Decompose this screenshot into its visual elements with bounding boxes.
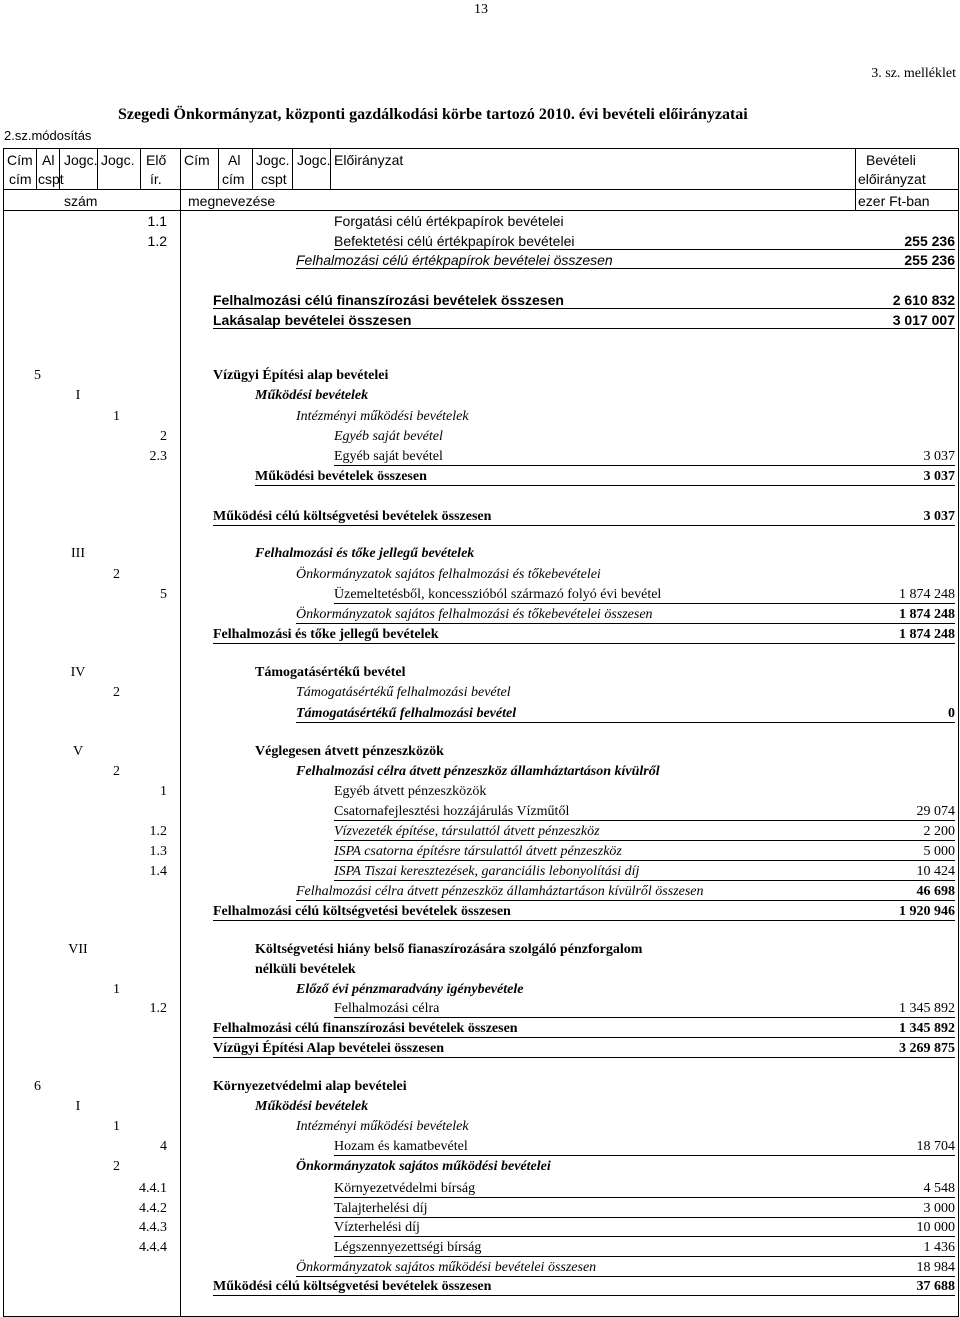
row-label: Költségvetési hiány belső fianaszírozására szolgáló pénzforgalom	[255, 942, 643, 957]
row-label: Támogatásértékű felhalmozási bevétel	[296, 685, 511, 700]
row-value: 10 000	[916, 1220, 955, 1235]
row-value: 3 000	[923, 1201, 955, 1216]
hdr-szam: szám	[64, 193, 98, 209]
row-jogcim: 4.4.4	[139, 1240, 167, 1255]
row-label: Támogatásértékű bevétel	[255, 665, 406, 680]
row-jogcim: 2	[160, 429, 167, 444]
row-value: 3 037	[923, 469, 955, 484]
row-value: 2 200	[923, 824, 955, 839]
row-jogcim: 1.1	[147, 213, 167, 229]
row-value: 1 874 248	[899, 587, 955, 602]
row-label: Előző évi pénzmaradvány igénybevétele	[296, 982, 524, 997]
row-value: 1 920 946	[899, 904, 955, 919]
row-value: 1 345 892	[899, 1021, 955, 1036]
hdr-unit: ezer Ft-ban	[858, 193, 930, 209]
hdr-ir-l2: ír.	[150, 171, 162, 187]
row-jogcim: 1.3	[149, 844, 167, 859]
hdr-jogc2: Jogc.	[101, 152, 135, 168]
modification-label: 2.sz.módosítás	[4, 128, 92, 143]
row-label: Egyéb saját bevétel	[334, 449, 955, 466]
row-jogcim: 4.4.1	[139, 1181, 167, 1196]
row-label: Felhalmozási célra átvett pénzeszköz államháztartáson kívülről összesen	[296, 884, 955, 901]
row-label: Felhalmozási és tőke jellegű bevételek	[255, 546, 475, 561]
row-label: Működési bevételek	[255, 1099, 369, 1114]
row-label: Támogatásértékű felhalmozási bevétel	[296, 706, 955, 723]
row-label: Felhalmozási célra	[334, 1001, 955, 1018]
row-label: Vízügyi Építési alap bevételei	[213, 368, 389, 383]
row-label: Környezetvédelmi alap bevételei	[213, 1079, 407, 1094]
row-value: 0	[948, 706, 955, 721]
row-label: Forgatási célú értékpapírok bevételei	[334, 213, 564, 229]
row-value: 1 874 248	[899, 627, 955, 642]
row-jogcim: 4	[160, 1139, 167, 1154]
row-jogcim-csoport: 1	[113, 982, 120, 997]
row-value: 1 436	[923, 1240, 955, 1255]
page-number: 13	[474, 2, 488, 17]
row-value: 255 236	[904, 252, 955, 268]
hdr-beveteli: Bevételi	[866, 152, 916, 168]
row-value: 3 269 875	[899, 1041, 955, 1056]
row-cim: 5	[34, 368, 41, 383]
row-value: 5 000	[923, 844, 955, 859]
row-label: Vízterhelési díj	[334, 1220, 955, 1237]
row-alcim: I	[75, 1099, 81, 1114]
row-jogcim-csoport: 2	[113, 685, 120, 700]
row-value: 46 698	[916, 884, 955, 899]
row-alcim: V	[72, 744, 84, 759]
hdr-jogc4: Jogc.	[297, 152, 331, 168]
row-jogcim: 1.2	[149, 824, 167, 839]
hdr-cspt2-l2: cspt	[261, 171, 287, 187]
row-label: ISPA Tiszai keresztezések, garanciális lebonyolítási díj	[334, 864, 955, 881]
page-title: Szegedi Önkormányzat, központi gazdálkodási körbe tartozó 2010. évi bevételi előirányzatai	[118, 106, 748, 123]
row-label: Egyéb saját bevétel	[334, 429, 443, 444]
row-label: nélküli bevételek	[255, 962, 356, 977]
row-label: Csatornafejlesztési hozzájárulás Vízműtől	[334, 804, 955, 821]
row-label: Felhalmozási célú finanszírozási bevételek összesen	[213, 1021, 955, 1038]
row-jogcim-csoport: 1	[113, 1119, 120, 1134]
row-label: Működési célú költségvetési bevételek összesen	[213, 509, 955, 526]
row-value: 18 704	[916, 1139, 955, 1154]
hdr-megnevezese: megnevezése	[188, 193, 276, 209]
row-value: 4 548	[923, 1181, 955, 1196]
hdr-cim: Cím	[7, 152, 33, 168]
row-jogcim-csoport: 2	[113, 1159, 120, 1174]
row-label: Hozam és kamatbevétel	[334, 1139, 955, 1156]
row-label: Felhalmozási célra átvett pénzeszköz államháztartáson kívülről	[296, 764, 660, 779]
row-alcim: VII	[68, 942, 88, 957]
hdr-jogc3: Jogc.	[256, 152, 290, 168]
row-jogcim-csoport: 1	[113, 409, 120, 424]
row-label: Intézményi működési bevételek	[296, 1119, 469, 1134]
row-label: Felhalmozási célú költségvetési bevételek összesen	[213, 904, 955, 921]
hdr-al2: Al	[228, 152, 241, 168]
row-label: Működési bevételek összesen	[255, 469, 955, 486]
row-label: Önkormányzatok sajátos felhalmozási és tőkebevételei	[296, 567, 601, 582]
row-label: Felhalmozási célú finanszírozási bevételek összesen	[213, 292, 955, 309]
row-jogcim: 1.4	[149, 864, 167, 879]
hdr-elo: Elő	[146, 152, 167, 168]
row-label: Önkormányzatok sajátos felhalmozási és tőkebevételei összesen	[296, 607, 955, 624]
row-value: 29 074	[916, 804, 955, 819]
row-label: ISPA csatorna építésre társulattól átvett pénzeszköz	[334, 844, 955, 861]
row-label: Légszennyezettségi bírság	[334, 1240, 955, 1257]
row-label: Üzemeltetésből, koncesszióból származó folyó évi bevétel	[334, 587, 955, 604]
row-label: Vízügyi Építési Alap bevételei összesen	[213, 1041, 955, 1058]
hdr-cim2-l2: cím	[222, 171, 245, 187]
hdr-al: Al	[42, 152, 55, 168]
hdr-jogc1: Jogc.	[64, 152, 98, 168]
row-label: Talajterhelési díj	[334, 1201, 955, 1218]
row-label: Egyéb átvett pénzeszközök	[334, 784, 487, 799]
row-alcim: IV	[70, 665, 86, 680]
row-value: 37 688	[916, 1279, 955, 1294]
hdr-cim2: Cím	[184, 152, 210, 168]
hdr-eloiranyzat-l2: előirányzat	[858, 171, 926, 187]
row-label: Lakásalap bevételei összesen	[213, 312, 955, 329]
row-label: Önkormányzatok sajátos működési bevételei	[296, 1159, 551, 1174]
row-label: Felhalmozási és tőke jellegű bevételek	[213, 627, 955, 644]
row-jogcim: 5	[160, 587, 167, 602]
row-value: 2 610 832	[892, 292, 955, 308]
row-label: Intézményi működési bevételek	[296, 409, 469, 424]
row-jogcim-csoport: 2	[113, 764, 120, 779]
row-label: Felhalmozási célú értékpapírok bevételei összesen	[296, 252, 955, 269]
row-label: Véglegesen átvett pénzeszközök	[255, 744, 444, 759]
row-label: Működési célú költségvetési bevételek összesen	[213, 1279, 955, 1296]
row-value: 1 874 248	[899, 607, 955, 622]
row-value: 3 037	[923, 509, 955, 524]
row-jogcim: 1.2	[149, 1001, 167, 1016]
row-jogcim: 2.3	[149, 449, 167, 464]
row-value: 10 424	[916, 864, 955, 879]
row-cim: 6	[34, 1079, 41, 1094]
row-value: 3 017 007	[892, 312, 955, 328]
row-alcim: I	[75, 388, 81, 403]
row-label: Önkormányzatok sajátos működési bevételei összesen	[296, 1260, 955, 1277]
row-jogcim: 1.2	[147, 233, 167, 249]
row-value: 3 037	[923, 449, 955, 464]
row-value: 18 984	[916, 1260, 955, 1275]
row-label: Működési bevételek	[255, 388, 369, 403]
row-label: Vízvezeték építése, társulattól átvett pénzeszköz	[334, 824, 955, 841]
hdr-eloiranyzat: Előirányzat	[334, 152, 404, 168]
row-alcim: III	[71, 546, 85, 561]
row-jogcim: 4.4.3	[139, 1220, 167, 1235]
row-value: 255 236	[904, 233, 955, 249]
annex-label: 3. sz. melléklet	[871, 66, 956, 81]
row-label: Környezetvédelmi bírság	[334, 1181, 955, 1198]
row-jogcim: 1	[160, 784, 167, 799]
row-jogcim-csoport: 2	[113, 567, 120, 582]
row-label: Befektetési célú értékpapírok bevételei	[334, 233, 955, 250]
row-value: 1 345 892	[899, 1001, 955, 1016]
hdr-cim-l2: cím	[9, 171, 32, 187]
row-jogcim: 4.4.2	[139, 1201, 167, 1216]
hdr-cspt-l2: cspt	[38, 171, 64, 187]
